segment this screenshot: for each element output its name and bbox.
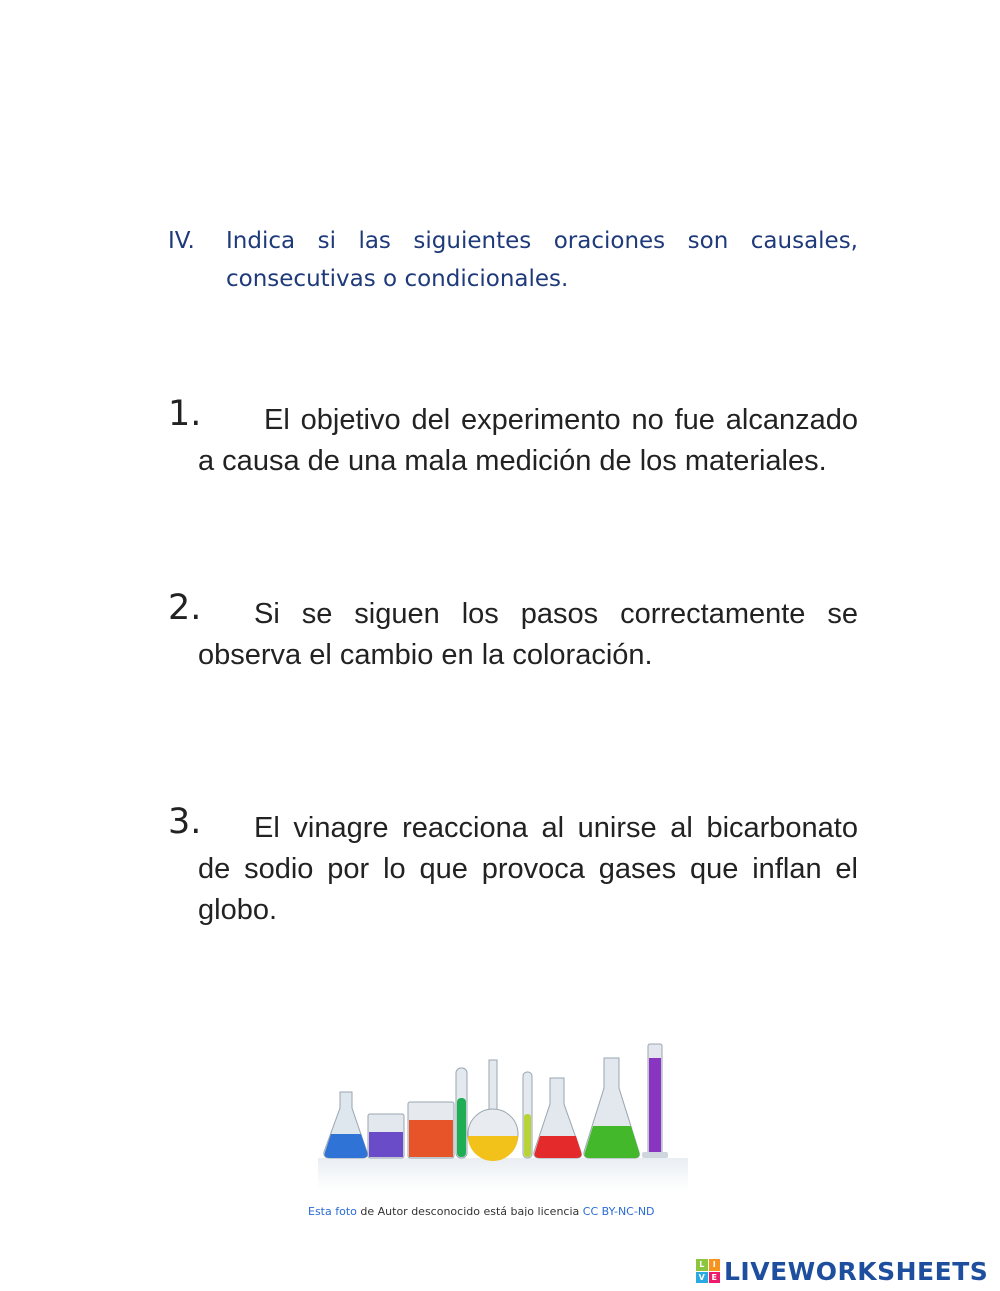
item-number: 3. [168,802,202,842]
liveworksheets-logo [696,1256,988,1286]
section-instruction: Indica si las siguientes oraciones son causales, consecutivas o condicionales. [226,228,858,292]
credit-text: de Autor desconocido está bajo licencia [356,1205,583,1216]
logo-mark-icon [696,1259,720,1283]
list-item [168,802,858,931]
logo-text: LIVEWORKSHEETS [724,1256,989,1286]
photo-link[interactable]: Esta foto [308,1205,357,1216]
item-text: El objetivo del experimento no fue alcanzado a causa de una mala medición de los materiales. [198,404,858,477]
section-heading [168,222,858,298]
list-item [168,588,858,676]
item-number: 2. [168,588,202,628]
image-credit [308,1203,708,1216]
item-text: El vinagre reacciona al unirse al bicarbonato de sodio por lo que provoca gases que inflan el globo. [198,812,858,926]
logo-letter: L [696,1259,708,1271]
section-number: IV. [168,228,195,254]
item-text: Si se siguen los pasos correctamente se observa el cambio en la coloración. [198,598,858,671]
logo-letter: E [709,1272,721,1284]
lab-glassware-image [318,1040,688,1190]
license-link[interactable]: CC BY-NC-ND [582,1205,655,1216]
list-item [168,394,858,482]
logo-letter: I [709,1259,721,1271]
item-number: 1. [168,394,202,434]
logo-letter: V [696,1272,708,1284]
